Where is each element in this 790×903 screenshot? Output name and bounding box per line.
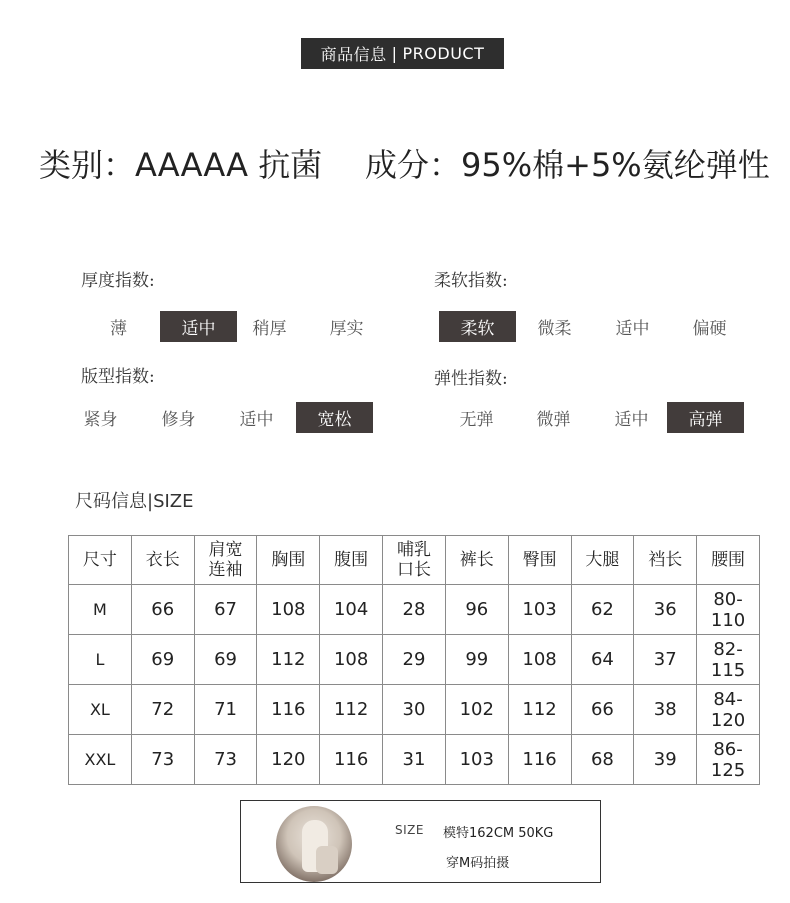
model-figure-shadow — [316, 846, 338, 874]
spec-line — [0, 140, 790, 184]
table-cell: 36 — [634, 585, 697, 635]
table-cell: 116 — [257, 685, 320, 735]
table-cell: 37 — [634, 635, 697, 685]
table-cell: 71 — [194, 685, 257, 735]
table-row — [69, 735, 760, 785]
badge-label-en: PRODUCT — [402, 44, 485, 63]
header-nursing-opening: 哺乳 口长 — [383, 536, 446, 585]
table-row — [69, 685, 760, 735]
table-cell: 108 — [320, 635, 383, 685]
header-chest: 胸围 — [257, 536, 320, 585]
table-cell: 108 — [508, 635, 571, 685]
table-cell: 72 — [131, 685, 194, 735]
size-section-title: 尺码信息|SIZE — [75, 491, 194, 512]
table-cell: 102 — [445, 685, 508, 735]
table-cell: 104 — [320, 585, 383, 635]
thickness-option-thick[interactable]: 厚实 — [329, 319, 364, 339]
fit-option-medium[interactable]: 适中 — [239, 410, 274, 430]
table-cell: 64 — [571, 635, 634, 685]
model-photo — [276, 806, 352, 882]
header-size: 尺寸 — [69, 536, 132, 585]
fit-option-tight[interactable]: 紧身 — [83, 410, 118, 430]
softness-option-stiff[interactable]: 偏硬 — [692, 319, 727, 339]
header-hip: 臀围 — [508, 536, 571, 585]
badge-label-cn: 商品信息 — [320, 45, 387, 64]
thickness-index-title: 厚度指数: — [81, 271, 155, 291]
header-waist: 腰围 — [697, 536, 760, 585]
table-cell: 38 — [634, 685, 697, 735]
elasticity-index-title: 弹性指数: — [434, 369, 508, 389]
table-row — [69, 585, 760, 635]
table-cell: 116 — [508, 735, 571, 785]
table-cell: 66 — [131, 585, 194, 635]
table-cell: 69 — [194, 635, 257, 685]
table-cell: 30 — [383, 685, 446, 735]
elasticity-option-none[interactable]: 无弹 — [459, 410, 494, 430]
header-shoulder: 肩宽 连袖 — [194, 536, 257, 585]
elasticity-option-high[interactable]: 高弹 — [667, 402, 744, 433]
size-table-header-row — [69, 536, 760, 585]
table-cell: 73 — [194, 735, 257, 785]
table-cell: 112 — [508, 685, 571, 735]
table-cell: 69 — [131, 635, 194, 685]
header-pants-length: 裤长 — [445, 536, 508, 585]
thickness-option-slightly-thick[interactable]: 稍厚 — [252, 319, 287, 339]
size-cell: L — [69, 635, 132, 685]
size-cell: XXL — [69, 735, 132, 785]
table-cell: 31 — [383, 735, 446, 785]
header-rise: 裆长 — [634, 536, 697, 585]
size-cell: XL — [69, 685, 132, 735]
elasticity-option-medium[interactable]: 适中 — [614, 410, 649, 430]
table-cell: 80-110 — [697, 585, 760, 635]
table-cell: 86-125 — [697, 735, 760, 785]
table-cell: 68 — [571, 735, 634, 785]
table-cell: 99 — [445, 635, 508, 685]
table-cell: 103 — [445, 735, 508, 785]
table-cell: 67 — [194, 585, 257, 635]
section-badge — [301, 38, 504, 69]
table-cell: 120 — [257, 735, 320, 785]
softness-option-slightly-soft[interactable]: 微柔 — [537, 319, 572, 339]
table-cell: 112 — [257, 635, 320, 685]
fit-option-slim[interactable]: 修身 — [161, 410, 196, 430]
model-wear-size: 穿M码拍摄 — [446, 856, 510, 871]
table-cell: 29 — [383, 635, 446, 685]
model-size-label: SIZE — [395, 823, 424, 837]
softness-index-title: 柔软指数: — [434, 271, 508, 291]
table-cell: 39 — [634, 735, 697, 785]
elasticity-option-slight[interactable]: 微弹 — [536, 410, 571, 430]
table-cell: 108 — [257, 585, 320, 635]
table-cell: 112 — [320, 685, 383, 735]
header-thigh: 大腿 — [571, 536, 634, 585]
composition-text: 成分：95%棉+5%氨纶弹性 — [365, 146, 770, 184]
table-cell: 66 — [571, 685, 634, 735]
table-cell: 103 — [508, 585, 571, 635]
header-belly: 腹围 — [320, 536, 383, 585]
table-cell: 84-120 — [697, 685, 760, 735]
table-row — [69, 635, 760, 685]
table-cell: 96 — [445, 585, 508, 635]
fit-option-loose[interactable]: 宽松 — [296, 402, 373, 433]
badge-separator: | — [391, 44, 398, 63]
fit-index-title: 版型指数: — [81, 367, 155, 387]
model-height-weight: 模特162CM 50KG — [443, 826, 554, 841]
table-cell: 28 — [383, 585, 446, 635]
size-cell: M — [69, 585, 132, 635]
softness-option-soft[interactable]: 柔软 — [439, 311, 516, 342]
table-cell: 73 — [131, 735, 194, 785]
table-cell: 116 — [320, 735, 383, 785]
table-cell: 82-115 — [697, 635, 760, 685]
category-text: 类别：AAAAA 抗菌 — [39, 146, 323, 184]
header-length: 衣长 — [131, 536, 194, 585]
thickness-option-thin[interactable]: 薄 — [110, 319, 127, 339]
thickness-option-medium[interactable]: 适中 — [160, 311, 237, 342]
model-info-box — [240, 800, 601, 883]
table-cell: 62 — [571, 585, 634, 635]
softness-option-medium[interactable]: 适中 — [615, 319, 650, 339]
size-table — [68, 535, 760, 785]
